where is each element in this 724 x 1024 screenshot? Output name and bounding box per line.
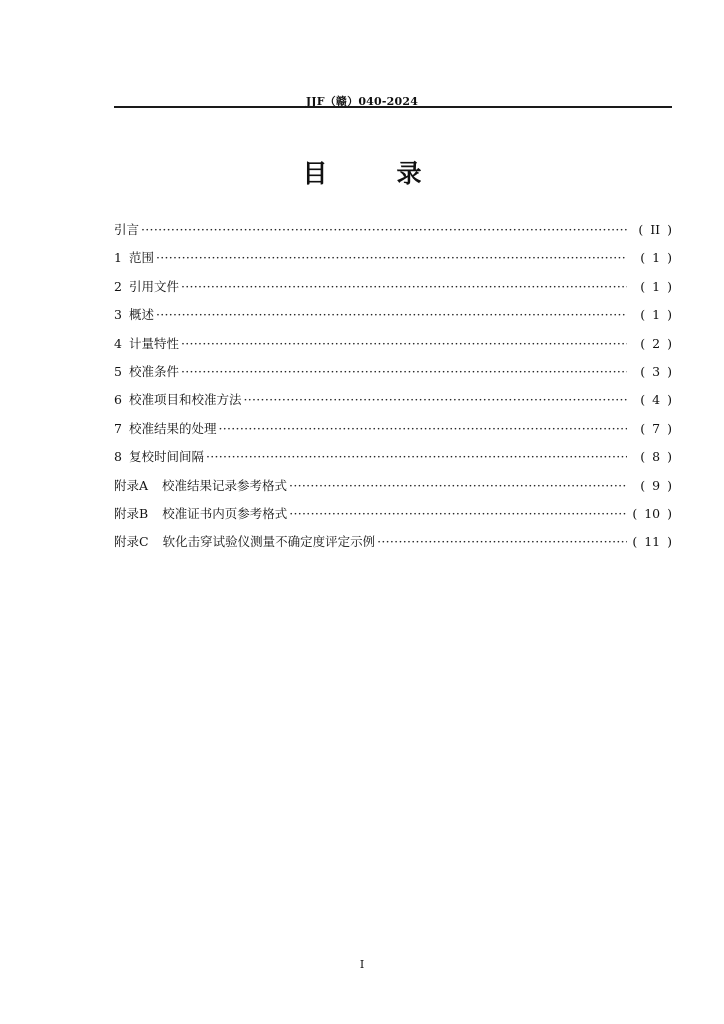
toc-entry-title [114,305,156,323]
toc-dot-leader [181,364,627,379]
toc-entry-title-text: 引言 [114,222,140,237]
toc-entry-title-text: 引用文件 [128,278,179,294]
toc-entry-title [114,504,289,522]
toc-page-number: 7 [652,420,661,436]
toc-entry-title-text: 校准结果记录参考格式 [162,477,288,493]
toc-page-ref: ( 1 ) [640,278,672,294]
toc-page-ref: ( 10 ) [632,505,672,521]
toc-page-ref: ( 11 ) [632,534,672,550]
toc-entry-overview[interactable] [114,305,672,333]
toc-page-number: 3 [652,363,661,379]
document-code-header: JJF（赣）040-2024 [305,95,419,108]
toc-dot-leader [289,506,627,521]
toc-entry-title-text: 范围 [128,250,154,266]
toc-entry-title-text: 校准项目和校准方法 [128,392,242,408]
toc-page-ref: ( 1 ) [640,307,672,323]
toc-section-number: 3 [114,307,122,323]
toc-section-number: 8 [114,449,122,465]
toc-appendix-label: 附录B [114,505,149,521]
toc-page-number: 10 [644,505,661,521]
toc-page-ref: ( 8 ) [640,449,672,465]
toc-section-number: 5 [114,363,122,379]
table-of-contents [114,220,672,561]
toc-entry-appendix-a[interactable] [114,476,672,504]
toc-page-number: 4 [652,392,661,408]
toc-dot-leader [156,307,627,322]
toc-entry-title-text: 复校时间间隔 [128,449,204,465]
toc-entry-title [114,476,289,494]
toc-page-ref: ( 4 ) [640,392,672,408]
toc-page-number: 1 [652,250,661,266]
toc-page-number: 1 [652,278,661,294]
toc-entry-foreword[interactable] [114,220,672,248]
toc-appendix-label: 附录A [114,477,149,493]
toc-entry-calibration-items-methods[interactable] [114,390,672,418]
toc-section-number: 6 [114,392,122,408]
toc-entry-recalibration-interval[interactable] [114,447,672,475]
toc-entry-appendix-c[interactable] [114,532,672,560]
toc-entry-title [114,419,218,437]
toc-page-number: 2 [652,335,661,351]
toc-page-ref: ( 7 ) [640,420,672,436]
toc-entry-scope[interactable] [114,248,672,276]
toc-dot-leader [181,279,627,294]
toc-page-number: 1 [652,307,661,323]
toc-entry-title-text: 软化击穿试验仪测量不确定度评定示例 [162,534,376,550]
toc-dot-leader [243,392,627,407]
toc-entry-title [114,532,377,550]
toc-page-ref: ( 3 ) [640,363,672,379]
toc-entry-title [114,362,181,380]
header-rule [114,106,672,108]
toc-dot-leader [289,478,627,493]
toc-entry-title [114,277,181,295]
page-title: 目 录 [302,159,444,188]
toc-page-number: 9 [652,477,661,493]
toc-entry-title [114,248,156,266]
toc-section-number: 4 [114,335,122,351]
toc-section-number: 2 [114,278,122,294]
toc-entry-title-text: 校准证书内页参考格式 [162,505,288,521]
toc-dot-leader [206,449,627,464]
page-number-footer: I [359,958,365,971]
toc-page-ref: ( II ) [638,222,672,237]
toc-page-number: 8 [652,449,661,465]
toc-entry-result-processing[interactable] [114,419,672,447]
toc-dot-leader [181,336,627,351]
toc-entry-title [114,334,181,352]
toc-page-number: 11 [644,534,661,550]
toc-section-number: 1 [114,250,122,266]
toc-entry-title-text: 校准结果的处理 [128,420,217,436]
toc-page-ref: ( 1 ) [640,250,672,266]
toc-appendix-label: 附录C [114,534,149,550]
toc-entry-title-text: 概述 [128,307,154,323]
toc-entry-title [114,220,141,238]
toc-page-number: II [650,222,661,237]
toc-page-ref: ( 2 ) [640,335,672,351]
toc-section-number: 7 [114,420,122,436]
toc-entry-references[interactable] [114,277,672,305]
toc-page-ref: ( 9 ) [640,477,672,493]
toc-dot-leader [218,421,627,436]
toc-entry-calibration-conditions[interactable] [114,362,672,390]
toc-entry-metrological-characteristics[interactable] [114,334,672,362]
toc-entry-title-text: 计量特性 [128,335,179,351]
toc-entry-title [114,390,243,408]
toc-entry-appendix-b[interactable] [114,504,672,532]
toc-entry-title [114,447,206,465]
toc-dot-leader [156,250,627,265]
toc-dot-leader [377,534,627,549]
toc-dot-leader [141,222,627,237]
toc-entry-title-text: 校准条件 [128,363,179,379]
